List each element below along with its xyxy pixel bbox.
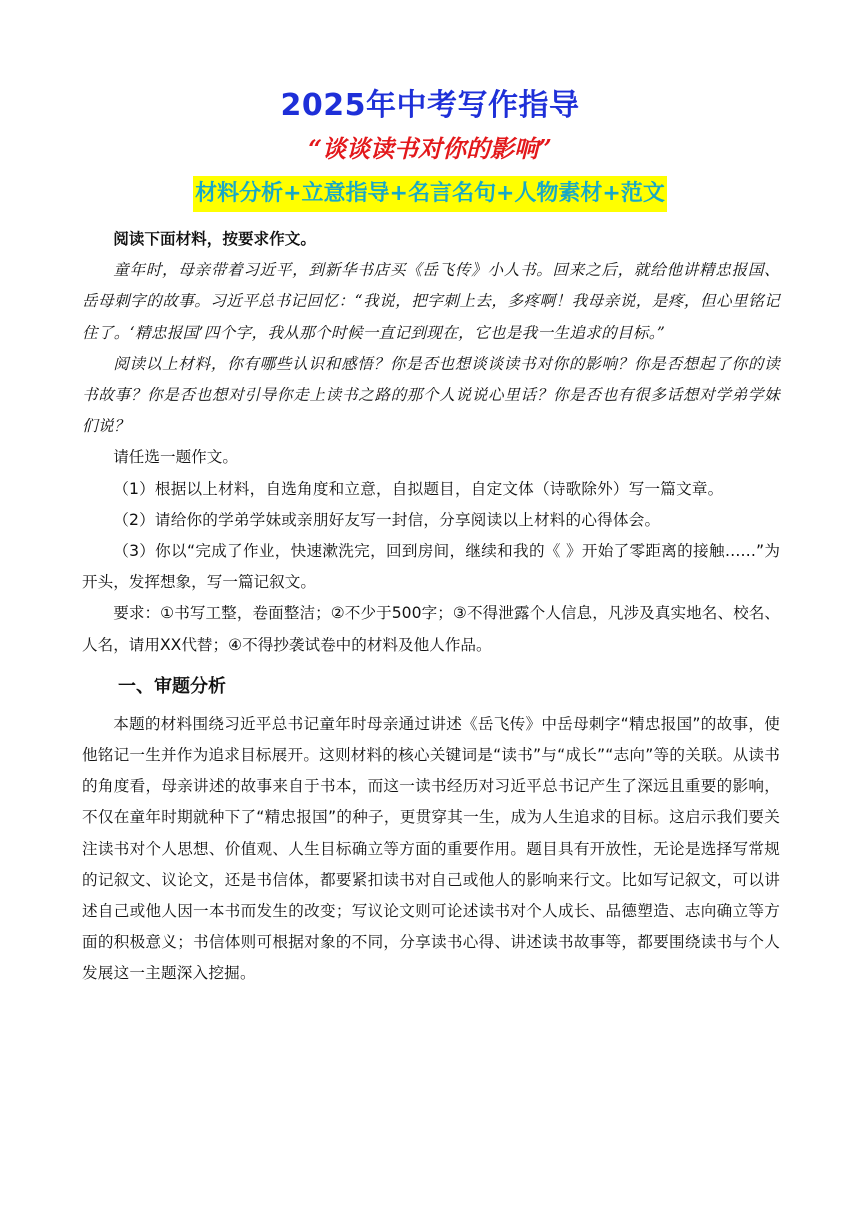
document-body (82, 224, 780, 990)
prompt-option-3: （3）你以“完成了作业，快速漱洗完，回到房间，继续和我的《 》开始了零距离的接触……”为开头，发挥想象，写一篇记叙文。 (82, 542, 780, 592)
prompt-questions: 阅读以上材料，你有哪些认识和感悟？你是否也想谈谈读书对你的影响？你是否想起了你的读书故事？你是否也想对引导你走上读书之路的那个人说说心里话？你是否也有很多话想对学弟学妹们说？ (82, 354, 780, 436)
highlight-band (0, 176, 860, 212)
prompt-material: 童年时，母亲带着习近平，到新华书店买《岳飞传》小人书。回来之后，就给他讲精忠报国、岳母刺字的故事。习近平总书记回忆：“我说，把字刺上去，多疼啊！我母亲说，是疼，但心里铭记住了。‘精忠报国’四个字，我从那个时候一直记到现在，它也是我一生追求的目标。” (82, 261, 780, 342)
section-heading-analysis: 一、审题分析 (118, 675, 226, 697)
section-analysis-body: 本题的材料围绕习近平总书记童年时母亲通过讲述《岳飞传》中岳母刺字“精忠报国”的故事，使他铭记一生并作为追求目标展开。这则材料的核心关键词是“读书”与“成长”“志向”等的关联。从读书的角度看，母亲讲述的故事来自于书本，而这一读书经历对习近平总书记产生了深远且重要的影响，不仅在童年时期就种下了“精忠报国”的种子，更贯穿其一生，成为人生追求的目标。这启示我们要关注读书对个人思想、价值观、人生目标确立等方面的重要作用。题目具有开放性，无论是选择写常规的记叙文、议论文，还是书信体，都要紧扣读书对自己或他人的影响来行文。比如写记叙文，可以讲述自己或他人因一本书而发生的改变；写议论文则可论述读书对个人成长、品德塑造、志向确立等方面的积极意义；书信体则可根据对象的不同，分享读书心得、讲述读书故事等，都要围绕读书与个人发展这一主题深入挖掘。 (82, 714, 780, 983)
prompt-choose: 请任选一题作文。 (113, 448, 238, 467)
page-title: 2025年中考写作指导 (280, 88, 580, 123)
prompt-option-2: （2）请给你的学弟学妹或亲朋好友写一封信，分享阅读以上材料的心得体会。 (113, 510, 661, 529)
highlight-band-text: 材料分析+立意指导+名言名句+人物素材+范文 (193, 176, 667, 212)
page-subtitle: “谈谈读书对你的影响” (308, 134, 552, 163)
prompt-option-1: （1）根据以上材料，自选角度和立意，自拟题目，自定文体（诗歌除外）写一篇文章。 (113, 479, 724, 498)
prompt-requirements: 要求：①书写工整，卷面整洁；②不少于500字；③不得泄露个人信息，凡涉及真实地名、校名、人名，请用XX代替；④不得抄袭试卷中的材料及他人作品。 (82, 604, 780, 654)
prompt-instruction: 阅读下面材料，按要求作文。 (113, 230, 316, 248)
